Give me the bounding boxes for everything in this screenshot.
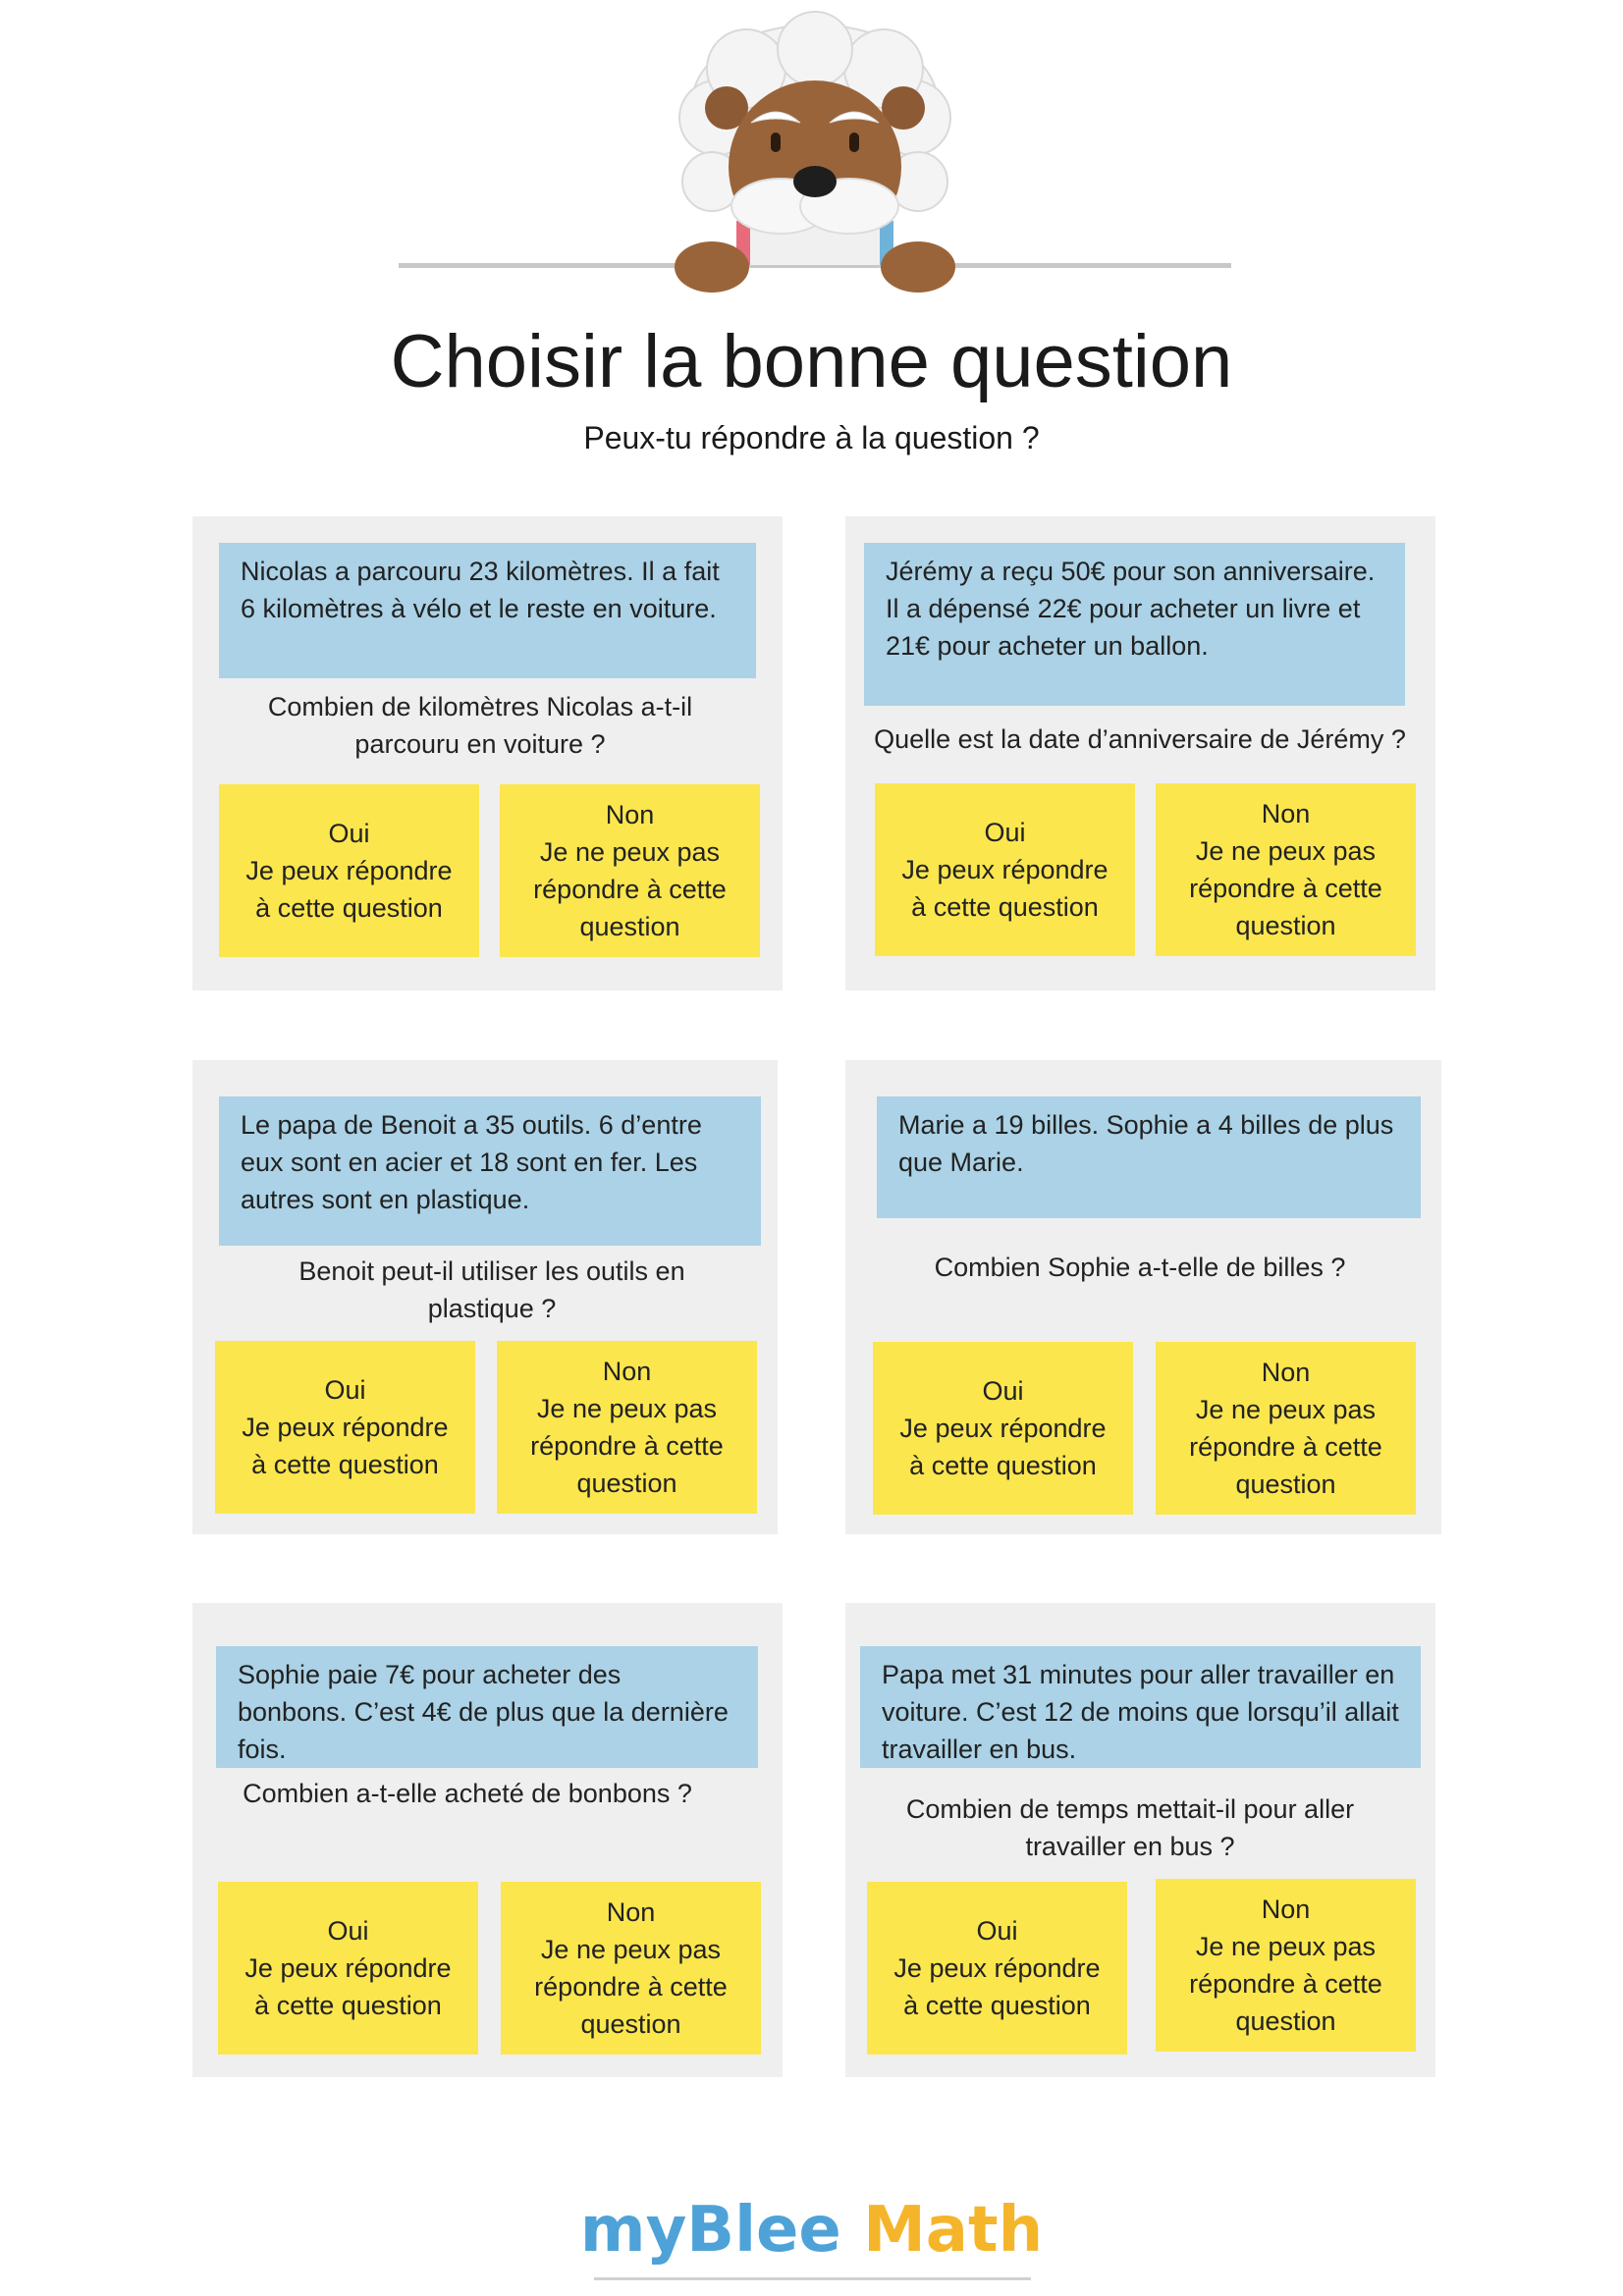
problem-card-1 — [192, 516, 783, 990]
problem-story: Jérémy a reçu 50€ pour son anniversaire. Il a dépensé 22€ pour acheter un livre et 21€ pour acheter un ballon. — [864, 543, 1405, 706]
problem-question: Benoit peut-il utiliser les outils en plastique ? — [298, 1256, 685, 1323]
problem-card-4 — [845, 1060, 1441, 1534]
answer-yes-title: Oui — [984, 818, 1026, 847]
problem-story: Papa met 31 minutes pour aller travailler en voiture. C’est 12 de moins que lorsqu’il allait travailler en bus. — [860, 1646, 1421, 1768]
answer-yes-button[interactable] — [867, 1882, 1127, 2055]
answer-no-button[interactable] — [1156, 1879, 1416, 2052]
problem-story: Nicolas a parcouru 23 kilomètres. Il a fait 6 kilomètres à vélo et le reste en voiture. — [219, 543, 756, 678]
answer-no-text: Je ne peux pas répondre à cette question — [530, 1394, 724, 1498]
answer-no-title: Non — [605, 800, 655, 829]
answer-yes-text: Je peux répondre à cette question — [893, 1953, 1101, 2020]
answer-yes-button[interactable] — [219, 784, 479, 957]
problem-card-5 — [192, 1603, 783, 2077]
answer-yes-title: Oui — [982, 1376, 1024, 1406]
logo-part-myblee: myBlee — [579, 2194, 841, 2267]
answer-yes-button[interactable] — [873, 1342, 1133, 1515]
answer-no-title: Non — [1261, 799, 1311, 828]
bear-mascot-icon — [393, 10, 1237, 304]
answer-no-button[interactable] — [500, 784, 760, 957]
answer-yes-text: Je peux répondre à cette question — [899, 1414, 1107, 1480]
answer-no-title: Non — [602, 1357, 652, 1386]
logo-part-math: Math — [863, 2194, 1044, 2267]
brand-logo — [0, 2194, 1623, 2267]
page-title: Choisir la bonne question — [390, 320, 1233, 403]
problem-story: Sophie paie 7€ pour acheter des bonbons. C’est 4€ de plus que la dernière fois. — [216, 1646, 758, 1768]
answer-no-button[interactable] — [1156, 1342, 1416, 1515]
problem-question: Combien de kilomètres Nicolas a-t-il parcouru en voiture ? — [267, 692, 693, 759]
answer-yes-text: Je peux répondre à cette question — [242, 1413, 449, 1479]
answer-yes-text: Je peux répondre à cette question — [245, 856, 453, 923]
answer-no-button[interactable] — [1156, 783, 1416, 956]
problem-story: Le papa de Benoit a 35 outils. 6 d’entre eux sont en acier et 18 sont en fer. Les autres sont en plastique. — [219, 1096, 761, 1246]
answer-no-title: Non — [1261, 1895, 1311, 1924]
answer-yes-title: Oui — [324, 1375, 366, 1405]
answer-no-text: Je ne peux pas répondre à cette question — [1189, 836, 1382, 940]
answer-yes-title: Oui — [976, 1916, 1018, 1946]
answer-no-button[interactable] — [497, 1341, 757, 1514]
answer-yes-title: Oui — [327, 1916, 369, 1946]
logo-underline — [594, 2277, 1031, 2280]
answer-yes-button[interactable] — [215, 1341, 475, 1514]
problem-card-2 — [845, 516, 1435, 990]
answer-yes-button[interactable] — [875, 783, 1135, 956]
answer-no-text: Je ne peux pas répondre à cette question — [1189, 1932, 1382, 2036]
answer-yes-title: Oui — [328, 819, 370, 848]
answer-no-text: Je ne peux pas répondre à cette question — [534, 1935, 728, 2039]
answer-no-button[interactable] — [501, 1882, 761, 2055]
answer-no-title: Non — [606, 1897, 656, 1927]
answer-no-text: Je ne peux pas répondre à cette question — [533, 837, 727, 941]
problem-card-3 — [192, 1060, 778, 1534]
problem-question: Combien a-t-elle acheté de bonbons ? — [243, 1779, 692, 1808]
page-subtitle: Peux-tu répondre à la question ? — [583, 420, 1040, 455]
answer-no-text: Je ne peux pas répondre à cette question — [1189, 1395, 1382, 1499]
answer-no-title: Non — [1261, 1358, 1311, 1387]
problem-story: Marie a 19 billes. Sophie a 4 billes de plus que Marie. — [877, 1096, 1421, 1218]
problem-question: Combien Sophie a-t-elle de billes ? — [934, 1253, 1346, 1282]
answer-yes-text: Je peux répondre à cette question — [244, 1953, 452, 2020]
problem-question: Combien de temps mettait-il pour aller travailler en bus ? — [905, 1794, 1355, 1861]
problem-question: Quelle est la date d’anniversaire de Jérémy ? — [874, 724, 1406, 754]
answer-yes-button[interactable] — [218, 1882, 478, 2055]
problem-card-6 — [845, 1603, 1435, 2077]
answer-yes-text: Je peux répondre à cette question — [901, 855, 1109, 922]
